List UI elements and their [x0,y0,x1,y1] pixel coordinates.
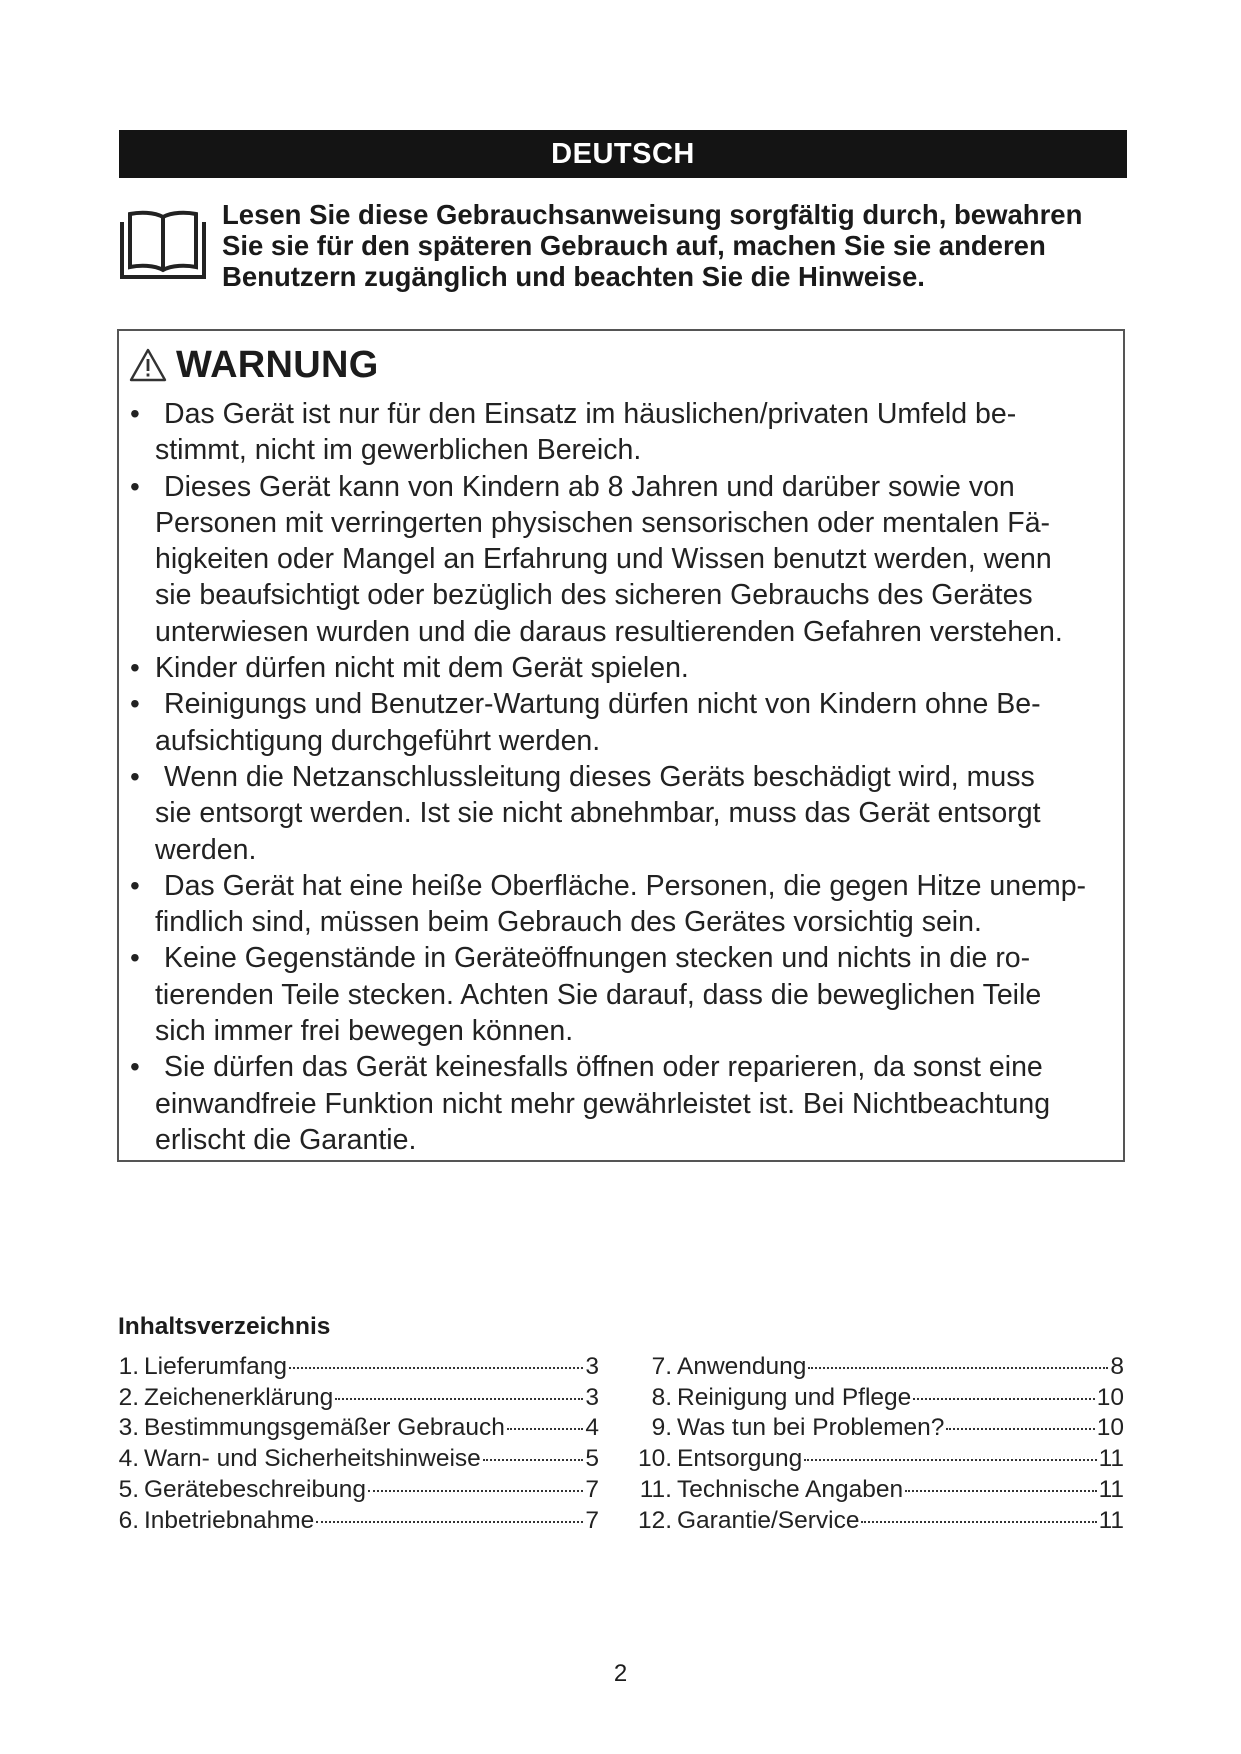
toc-entry[interactable]: 10. Entsorgung 11 [637,1445,1124,1473]
toc-entry[interactable]: 9. Was tun bei Problemen? 10 [651,1414,1124,1442]
toc-entry[interactable]: 6. Inbetriebnahme 7 [118,1506,599,1534]
toc-column-left [115,1352,599,1536]
toc-entry[interactable]: 11. Technische Angaben 11 [639,1475,1124,1503]
language-header [119,130,1127,178]
warning-list [130,396,1120,1158]
toc-entry[interactable]: 3. Bestimmungsgemäßer Gebrauch 4 [118,1414,599,1442]
toc-entry[interactable]: 1. Lieferumfang 3 [118,1353,599,1380]
warning-item: • Dieses Gerät kann von Kindern ab 8 Jahren und darüber sowie von Personen mit verringerten physischen sensorischen oder mentalen Fä- higkeiten oder Mangel an Erfahrung und Wissen benutzt werden, wenn sie beaufsichtigt oder bezüglich des sicheren Gebrauchs des Gerätes unterwiesen wurden und die daraus resultierenden Gefahren verstehen. [130,470,1063,648]
warning-heading [128,340,379,390]
page-number: 2 [613,1660,628,1687]
toc-entry[interactable]: 8. Reinigung und Pflege 10 [651,1383,1124,1411]
toc-entry[interactable]: 12. Garantie/Service 11 [637,1506,1124,1534]
toc-entry[interactable]: 7. Anwendung 8 [651,1353,1124,1380]
intro-instruction: Lesen Sie diese Gebrauchsanweisung sorgfältig durch, bewahren Sie sie für den späteren Gebrauch auf, machen Sie sie anderen Benutzern zugänglich und beachten Sie die Hinweise. [222,199,1083,292]
toc-entry[interactable]: 4. Warn- und Sicherheitshinweise 5 [118,1445,599,1473]
warning-item: • Kinder dürfen nicht mit dem Gerät spielen. [130,652,689,685]
warning-item: • Sie dürfen das Gerät keinesfalls öffnen oder reparieren, da sonst eine einwandfreie Funktion nicht mehr gewährleistet ist. Bei Nichtbeachtung erlischt die Garantie. [130,1051,1051,1156]
language-label: DEUTSCH [551,137,695,170]
toc-column-right [634,1352,1124,1536]
warning-item: • Keine Gegenstände in Geräteöffnungen stecken und nichts in die ro- tierenden Teile stecken. Achten Sie darauf, dass die beweglichen Teile sich immer frei bewegen können. [130,942,1042,1048]
warning-triangle-icon [128,347,168,383]
warning-title: WARNUNG [176,343,379,386]
warning-item: • Wenn die Netzanschlussleitung dieses Geräts beschädigt wird, muss sie entsorgt werden. Ist sie nicht abnehmbar, muss das Gerät entsorgt werden. [130,760,1041,866]
warning-item: • Reinigungs und Benutzer-Wartung dürfen nicht von Kindern ohne Be- aufsichtigung durchgeführt werden. [130,688,1041,757]
toc-heading: Inhaltsverzeichnis [118,1313,331,1340]
warning-item: • Das Gerät ist nur für den Einsatz im häuslichen/privaten Umfeld be- stimmt, nicht im gewerblichen Bereich. [130,398,1017,467]
warning-item: • Das Gerät hat eine heiße Oberfläche. Personen, die gegen Hitze unemp- findlich sind, müssen beim Gebrauch des Gerätes vorsichtig sein. [130,869,1087,939]
toc-entry[interactable]: 5. Gerätebeschreibung 7 [118,1475,599,1503]
toc-entry[interactable]: 2. Zeichenerklärung 3 [118,1383,599,1411]
book-icon [118,205,208,281]
